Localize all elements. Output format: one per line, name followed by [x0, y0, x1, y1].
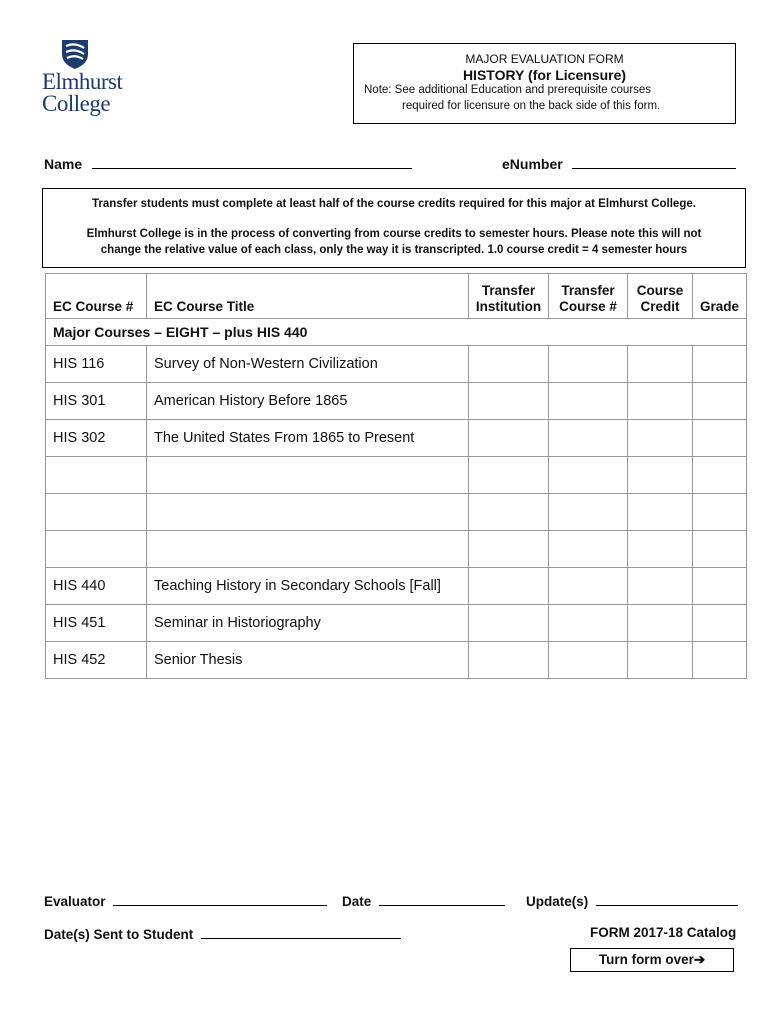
sent-to-student-label: Date(s) Sent to Student	[44, 927, 194, 942]
course-title: Teaching History in Secondary Schools [Fall]	[147, 568, 469, 605]
date-field	[342, 892, 505, 909]
sent-to-student-field	[44, 925, 401, 942]
form-label: MAJOR EVALUATION FORM	[465, 52, 624, 66]
course-title: Seminar in Historiography	[147, 605, 469, 642]
course-title: Senior Thesis	[147, 642, 469, 679]
course-number: HIS 451	[46, 605, 147, 642]
course-title[interactable]	[147, 494, 469, 531]
header-transfer-course: Transfer Course #	[549, 274, 628, 319]
notice-paragraph-2-line1: Elmhurst College is in the process of converting from course credits to semester hours. Please note this will not	[86, 228, 702, 240]
table-row	[46, 494, 747, 531]
course-credit-cell[interactable]	[628, 383, 693, 420]
elmhurst-logo	[40, 38, 140, 118]
transfer-institution-cell[interactable]	[469, 383, 549, 420]
course-credit-cell[interactable]	[628, 642, 693, 679]
table-row	[46, 383, 747, 420]
enumber-input-line[interactable]	[572, 154, 736, 169]
header-ec-course-title: EC Course Title	[147, 274, 469, 319]
enumber-field	[502, 154, 736, 172]
logo-text-line2: College	[42, 91, 111, 116]
course-number: HIS 440	[46, 568, 147, 605]
course-credit-cell[interactable]	[628, 531, 693, 568]
name-field	[44, 154, 412, 172]
section-row	[46, 319, 747, 346]
grade-cell[interactable]	[693, 642, 747, 679]
table-row	[46, 420, 747, 457]
course-credit-cell[interactable]	[628, 420, 693, 457]
form-header-box	[353, 43, 736, 124]
date-input-line[interactable]	[379, 892, 505, 906]
header-grade: Grade	[693, 274, 747, 319]
header-course-credit: Course Credit	[628, 274, 693, 319]
course-title[interactable]	[147, 531, 469, 568]
grade-cell[interactable]	[693, 420, 747, 457]
transfer-course-cell[interactable]	[549, 605, 628, 642]
enumber-label: eNumber	[502, 156, 563, 172]
transfer-institution-cell[interactable]	[469, 346, 549, 383]
course-credit-cell[interactable]	[628, 346, 693, 383]
transfer-course-cell[interactable]	[549, 346, 628, 383]
table-row	[46, 605, 747, 642]
table-row	[46, 568, 747, 605]
grade-cell[interactable]	[693, 568, 747, 605]
name-label: Name	[44, 156, 83, 172]
transfer-institution-cell[interactable]	[469, 420, 549, 457]
course-number[interactable]	[46, 494, 147, 531]
updates-input-line[interactable]	[596, 892, 738, 906]
transfer-institution-cell[interactable]	[469, 494, 549, 531]
note-line-1: Note: See additional Education and prerequisite courses	[364, 84, 652, 96]
course-number[interactable]	[46, 531, 147, 568]
transfer-notice-box	[42, 188, 746, 268]
transfer-course-cell[interactable]	[549, 457, 628, 494]
turn-form-over-box: Turn form over➔	[570, 948, 734, 972]
grade-cell[interactable]	[693, 383, 747, 420]
notice-paragraph-1: Transfer students must complete at least half of the course credits required for this major at Elmhurst College.	[92, 198, 696, 210]
table-row	[46, 346, 747, 383]
grade-cell[interactable]	[693, 531, 747, 568]
table-row	[46, 642, 747, 679]
transfer-institution-cell[interactable]	[469, 605, 549, 642]
transfer-course-cell[interactable]	[549, 494, 628, 531]
table-row	[46, 531, 747, 568]
course-title: American History Before 1865	[147, 383, 469, 420]
section-label: Major Courses – EIGHT – plus HIS 440	[46, 319, 747, 346]
course-number: HIS 116	[46, 346, 147, 383]
name-input-line[interactable]	[92, 154, 412, 169]
transfer-institution-cell[interactable]	[469, 568, 549, 605]
course-number[interactable]	[46, 457, 147, 494]
updates-field	[526, 892, 738, 909]
header-ec-course: EC Course #	[46, 274, 147, 319]
transfer-institution-cell[interactable]	[469, 531, 549, 568]
course-credit-cell[interactable]	[628, 457, 693, 494]
logo-text-line1: Elmhurst	[42, 69, 123, 94]
updates-label: Update(s)	[526, 894, 589, 909]
course-credit-cell[interactable]	[628, 605, 693, 642]
course-title: The United States From 1865 to Present	[147, 420, 469, 457]
transfer-course-cell[interactable]	[549, 642, 628, 679]
college-shield-icon	[60, 38, 90, 70]
sent-to-student-input-line[interactable]	[201, 925, 401, 939]
course-title: Survey of Non-Western Civilization	[147, 346, 469, 383]
table-row	[46, 457, 747, 494]
date-label: Date	[342, 894, 372, 909]
note-line-2: required for licensure on the back side of this form.	[402, 100, 661, 112]
form-title: HISTORY (for Licensure)	[462, 67, 627, 83]
grade-cell[interactable]	[693, 605, 747, 642]
transfer-course-cell[interactable]	[549, 531, 628, 568]
course-number: HIS 302	[46, 420, 147, 457]
transfer-course-cell[interactable]	[549, 383, 628, 420]
transfer-institution-cell[interactable]	[469, 642, 549, 679]
transfer-institution-cell[interactable]	[469, 457, 549, 494]
table-header-row	[46, 274, 747, 319]
evaluator-input-line[interactable]	[113, 892, 327, 906]
course-number: HIS 452	[46, 642, 147, 679]
grade-cell[interactable]	[693, 457, 747, 494]
grade-cell[interactable]	[693, 346, 747, 383]
evaluator-field	[44, 892, 327, 909]
course-title[interactable]	[147, 457, 469, 494]
course-table	[45, 273, 747, 679]
form-catalog-label: FORM 2017-18 Catalog	[590, 925, 737, 940]
grade-cell[interactable]	[693, 494, 747, 531]
course-credit-cell[interactable]	[628, 494, 693, 531]
transfer-course-cell[interactable]	[549, 420, 628, 457]
notice-paragraph-2-line2: change the relative value of each class, only the way it is transcripted. 1.0 course credit = 4 semester hours	[100, 244, 688, 256]
evaluator-label: Evaluator	[44, 894, 106, 909]
course-credit-cell[interactable]	[628, 568, 693, 605]
course-number: HIS 301	[46, 383, 147, 420]
transfer-course-cell[interactable]	[549, 568, 628, 605]
header-transfer-institution: Transfer Institution	[469, 274, 549, 319]
